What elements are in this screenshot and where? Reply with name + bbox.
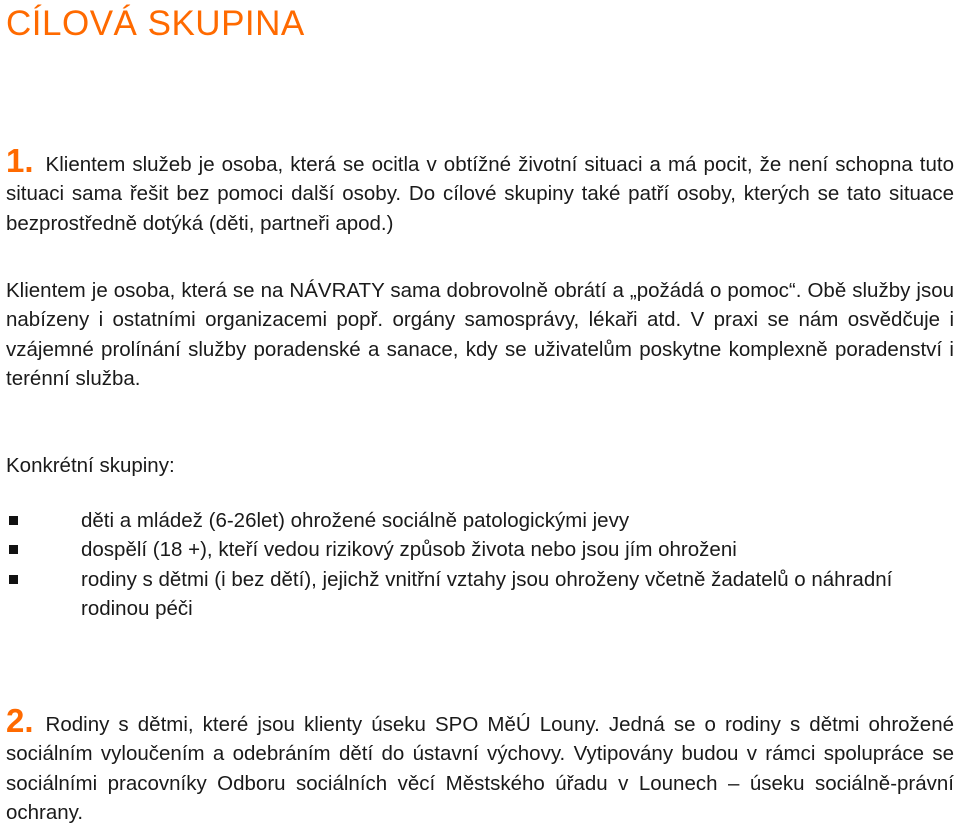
section-2-text: Rodiny s dětmi, které jsou klienty úseku SPO MěÚ Louny. Jedná se o rodiny s dětmi ohrožené sociálním vyloučením a odebráním dětí do ústavní výchovy. Vytipovány budou v rámci spolupráce se sociálními pracovníky Odboru sociálních věcí Městského úřadu v Lounech – úseku sociálně-právní ochrany. [6, 713, 954, 825]
section-1-paragraph-2: Klientem je osoba, která se na NÁVRATY sama dobrovolně obrátí a „požádá o pomoc“. Obě služby jsou nabízeny i ostatními organizacemi popř. orgány samosprávy, lékaři atd. V praxi se nám osvědčuje i vzájemné prolínání služby poradenské a sanace, kdy se uživatelům poskytne komplexně poradenství i terénní služba. [6, 279, 954, 391]
target-groups-list [6, 506, 954, 624]
page-title: CÍLOVÁ SKUPINA [6, 4, 305, 43]
list-item [6, 506, 954, 535]
section-2-number: 2. [6, 702, 34, 739]
square-bullet-icon [9, 516, 18, 525]
list-item [6, 565, 954, 624]
list-item [6, 535, 954, 564]
list-item-text: dospělí (18 +), kteří vedou rizikový způsob života nebo jsou jím ohroženi [81, 538, 737, 562]
square-bullet-icon [9, 575, 18, 584]
square-bullet-icon [9, 545, 18, 554]
section-1-intro [6, 142, 954, 238]
list-item-text: děti a mládež (6-26let) ohrožené sociálně patologickými jevy [81, 509, 630, 532]
section-2-paragraph [6, 702, 954, 828]
section-1-paragraph-1: Klientem služeb je osoba, která se ocitla v obtížné životní situaci a má pocit, že není schopna tuto situaci sama řešit bez pomoci další osoby. Do cílové skupiny také patří osoby, kterých se tato situace bezprostředně dotýká (děti, partneři apod.) [6, 153, 954, 235]
groups-label: Konkrétní skupiny: [6, 454, 175, 477]
list-item-text: rodiny s dětmi (i bez dětí), jejichž vnitřní vztahy jsou ohroženy včetně žadatelů o náhradní rodinou péči [81, 567, 893, 621]
section-1-number: 1. [6, 142, 34, 179]
